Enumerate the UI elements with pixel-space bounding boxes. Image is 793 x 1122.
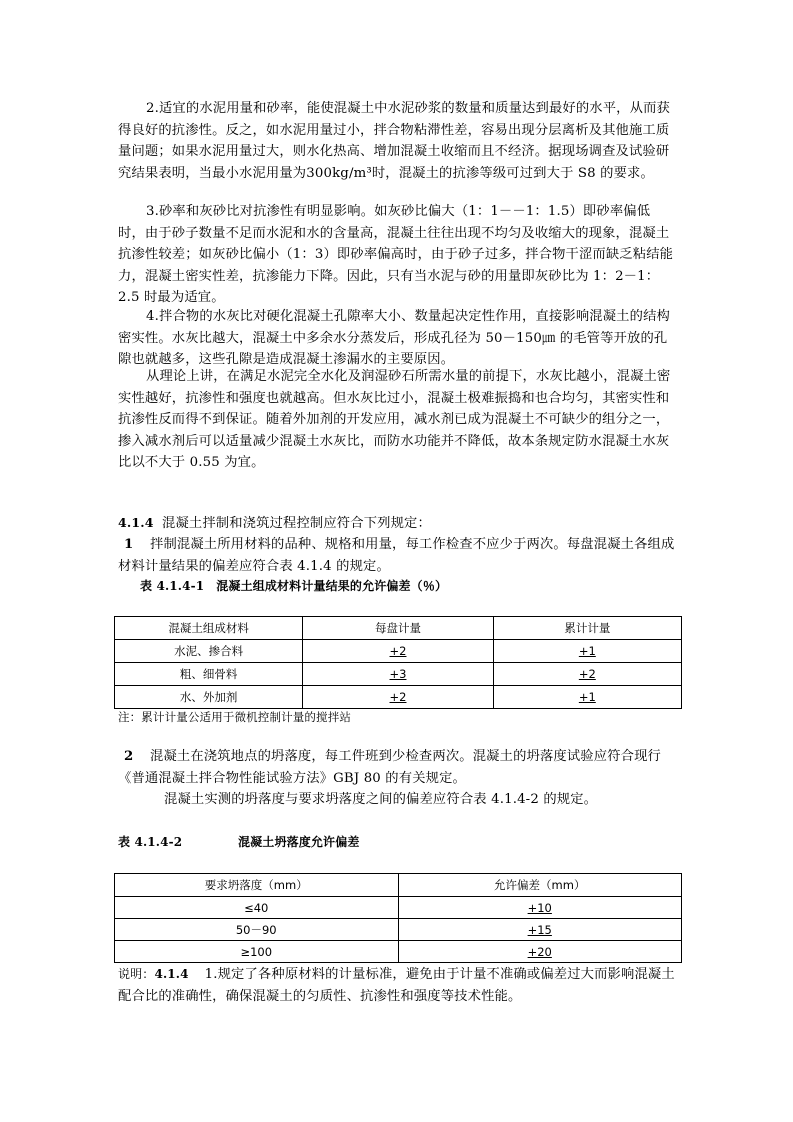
table-cell: 50－90	[115, 919, 399, 941]
table-cell: +1	[493, 640, 681, 663]
table-cell: ≥100	[115, 941, 399, 963]
section-title: 混凝土拌制和浇筑过程控制应符合下列规定：	[162, 516, 431, 531]
table-row	[115, 897, 682, 919]
table-cell: +1	[493, 686, 681, 709]
table1-caption-label: 表 4.1.4-1	[140, 579, 205, 593]
explanation-text: 1.规定了各种原材料的计量标准，避免由于计量不准确或偏差过大而影响混凝土配合比的准确性，确保混凝土的匀质性、抗渗性和强度等技术性能。	[118, 967, 675, 1004]
table-cell: +10	[398, 897, 682, 919]
table-header-row	[115, 617, 682, 640]
list-item-text: 混凝土在浇筑地点的坍落度，每工件班到少检查两次。混凝土的坍落度试验应符合现行《普通混凝土拌合物性能试验方法》GBJ 80 的有关规定。	[118, 749, 661, 786]
table2-caption-title: 混凝土坍落度允许偏差	[238, 835, 360, 849]
table1-caption	[140, 576, 447, 598]
table-cell: +3	[303, 663, 493, 686]
paragraph-water-cement-ratio: 4.拌合物的水灰比对硬化混凝土孔隙率大小、数量起决定性作用，直接影响混凝土的结构密实性。水灰比越大，混凝土中多余水分蒸发后，形成孔径为 50－150㎛ 的毛管等开放的孔隙也就越多，这些孔隙是造成混凝土渗漏水的主要原因。	[118, 309, 670, 367]
table-header-cell: 要求坍落度（mm）	[115, 874, 399, 897]
table-header-cell: 累计计量	[493, 617, 681, 640]
paragraph-slump-deviation: 混凝土实测的坍落度与要求坍落度之间的偏差应符合表 4.1.4-2 的规定。	[164, 792, 598, 807]
table-slump-deviation	[114, 873, 682, 963]
table-cell: +2	[303, 640, 493, 663]
explanation-label: 说明：	[118, 967, 155, 981]
table-cell: 水泥、掺合料	[115, 640, 303, 663]
table-cell: +15	[398, 919, 682, 941]
table1-note: 注：累计计量公适用于微机控制计量的搅拌站	[118, 710, 351, 724]
table-header-cell: 允许偏差（mm）	[398, 874, 682, 897]
table-row	[115, 640, 682, 663]
table-header-cell: 混凝土组成材料	[115, 617, 303, 640]
table-cell: +2	[303, 686, 493, 709]
section-heading	[118, 512, 431, 535]
table-row	[115, 663, 682, 686]
paragraph-theory: 从理论上讲，在满足水泥完全水化及润湿砂石所需水量的前提下，水灰比越小，混凝土密实性越好，抗渗性和强度也就越高。但水灰比过小，混凝土极难振捣和也合均匀，其密实性和抗渗性反而得不到保证。随着外加剂的开发应用，减水剂已成为混凝土不可缺少的组分之一，掺入减水剂后可以适量减少混凝土水灰比，而防水功能并不降低，故本条规定防水混凝土水灰比以不大于 0.55 为宜。	[118, 369, 671, 470]
explanation-note	[118, 964, 680, 1007]
table2-caption	[118, 832, 360, 854]
table2-caption-label: 表 4.1.4-2	[118, 835, 183, 849]
list-item-1	[118, 534, 680, 577]
list-item-number: 1	[124, 537, 134, 552]
explanation-number: 4.1.4	[154, 967, 189, 981]
table-row	[115, 686, 682, 709]
table-header-row	[115, 874, 682, 897]
list-item-text: 拌制混凝土所用材料的品种、规格和用量，每工作检查不应少于两次。每盘混凝土各组成材料计量结果的偏差应符合表 4.1.4 的规定。	[118, 537, 675, 574]
list-item-2	[118, 746, 680, 789]
table1-caption-title: 混凝土组成材料计量结果的允许偏差（％）	[216, 579, 448, 593]
table-cell: +2	[493, 663, 681, 686]
table-cell: ≤40	[115, 897, 399, 919]
table-cell: +20	[398, 941, 682, 963]
table-row	[115, 941, 682, 963]
section-number: 4.1.4	[118, 515, 154, 530]
table-cell: 水、外加剂	[115, 686, 303, 709]
table-cell: 粗、细骨料	[115, 663, 303, 686]
list-item-number: 2	[124, 749, 134, 764]
table-header-cell: 每盘计量	[303, 617, 493, 640]
paragraph-cement-sand-ratio: 2.适宜的水泥用量和砂率，能使混凝土中水泥砂浆的数量和质量达到最好的水平，从而获得良好的抗渗性。反之，如水泥用量过小，拌合物粘滞性差，容易出现分层离析及其他施工质量问题；如果水泥用量过大，则水化热高、增加混凝土收缩而且不经济。据现场调查及试验研究结果表明，当最小水泥用量为300kg/m³时，混凝土的抗渗等级可过到大于 S8 的要求。	[118, 101, 670, 181]
table-material-deviation	[114, 616, 682, 709]
paragraph-sand-ratio: 3.砂率和灰砂比对抗渗性有明显影响。如灰砂比偏大（1：1－－1：1.5）即砂率偏低时，由于砂子数量不足而水泥和水的含量高，混凝土往往出现不均匀及收缩大的现象，混凝土抗渗性较差；如灰砂比偏小（1：3）即砂率偏高时，由于砂子过多，拌合物干涩而缺乏粘结能力，混凝土密实性差，抗渗能力下降。因此，只有当水泥与砂的用量即灰砂比为 1：2－1：2.5 时最为适宜。	[118, 204, 674, 305]
table-row	[115, 919, 682, 941]
